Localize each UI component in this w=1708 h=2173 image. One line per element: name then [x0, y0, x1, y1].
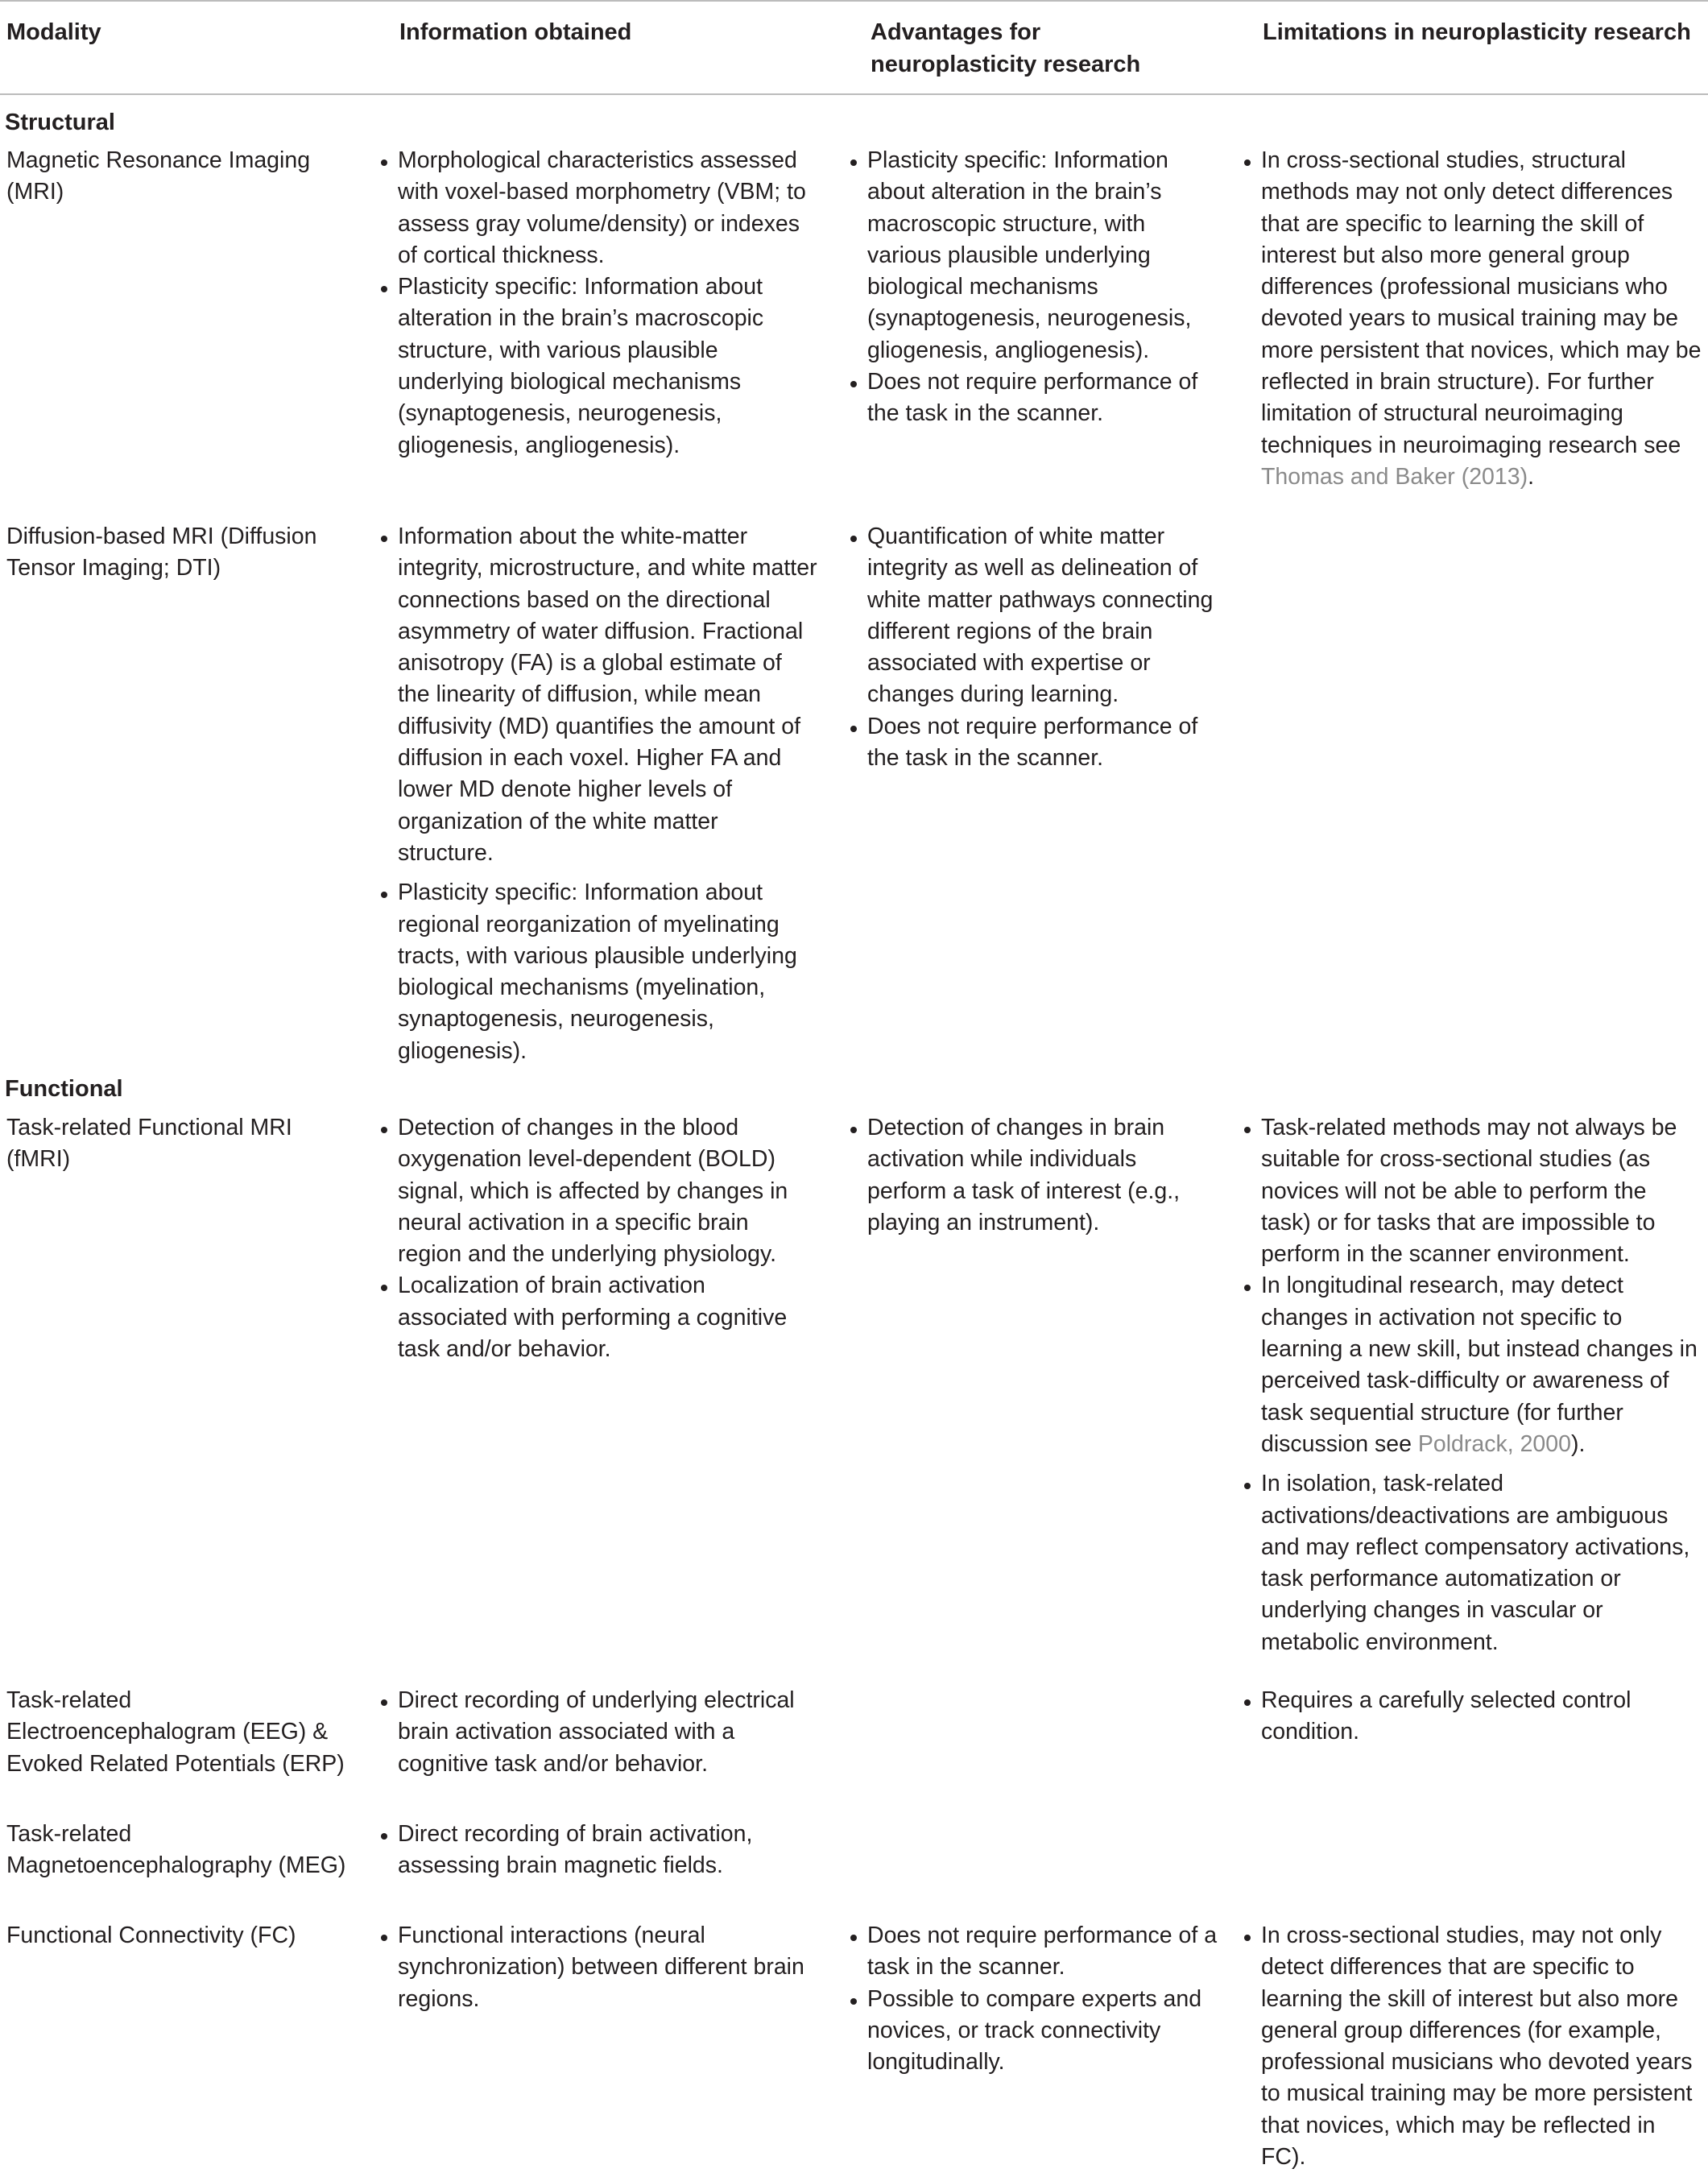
row-dti-modality: Diffusion-based MRI (Diffusion Tensor Imaging; DTI) — [6, 524, 317, 582]
list-item: In longitudinal research, may detect changes in activation not specific to learning a new skill, but instead changes in perceived task-difficulty or awareness of task sequential structure (for further discussion see Poldrack, 2000). — [1242, 1270, 1702, 1460]
bullet-icon — [1244, 1699, 1251, 1706]
list-item: Direct recording of brain activation, assessing brain magnetic fields. — [378, 1819, 817, 1882]
list-item: Quantification of white matter integrity as well as delineation of white matter pathways connecting different regions of the brain associated with expertise or changes during learning. — [848, 521, 1218, 711]
citation-link[interactable]: Poldrack, 2000 — [1417, 1430, 1571, 1457]
list-item: Plasticity specific: Information about alteration in the brain’s macroscopic structure, with various plausible underlying biological mechanisms (synaptogenesis, neurogenesis, gliogenesis, angliogenesis). — [848, 145, 1218, 366]
row-fc-modality: Functional Connectivity (FC) — [6, 1923, 296, 1948]
bullet-icon — [381, 536, 387, 542]
bullet-icon — [381, 892, 387, 898]
bullet-icon — [850, 1998, 857, 2005]
row-fmri-limitations — [1242, 1112, 1702, 1658]
header-modality: Modality — [6, 19, 101, 45]
bullet-icon — [381, 1285, 387, 1291]
section-functional: Functional — [5, 1076, 123, 1102]
list-item: Does not require performance of a task in the scanner. — [848, 1920, 1218, 1984]
bullet-icon — [381, 159, 387, 166]
list-item: In isolation, task-related activations/deactivations are ambiguous and may reflect compensatory activations, task performance automatization or underlying changes in vascular or metabolic environment. — [1242, 1468, 1702, 1658]
row-dti-information — [378, 521, 817, 1067]
bullet-icon — [381, 1699, 387, 1706]
list-item: Functional interactions (neural synchronization) between different brain regions. — [378, 1920, 817, 2015]
bullet-icon — [381, 1833, 387, 1840]
row-mri-limitations — [1242, 145, 1702, 493]
header-limitations: Limitations in neuroplasticity research — [1263, 19, 1691, 45]
list-item: In cross-sectional studies, structural methods may not only detect differences that are specific to learning the skill of interest but also more general group differences (professional musicians who devoted years to musical training may be more persistent that novices, which may be reflected in brain structure). For further limitation of structural neuroimaging techniques in neuroimaging research see Thomas and Baker (2013). — [1242, 145, 1702, 493]
list-item: Possible to compare experts and novices, or track connectivity longitudinally. — [848, 1984, 1218, 2079]
list-item: Morphological characteristics assessed with voxel-based morphometry (VBM; to assess gray volume/density) or indexes of cortical thickness. — [378, 145, 817, 271]
bullet-icon — [381, 1935, 387, 1941]
list-item: Does not require performance of the task in the scanner. — [848, 711, 1218, 775]
list-item: In cross-sectional studies, may not only detect differences that are specific to learning the skill of interest but also more general group differences (for example, professional musicians who devoted years to musical training may be more persistent that novices, which may be reflected in FC). — [1242, 1920, 1702, 2173]
table-top-rule — [0, 0, 1708, 2]
list-item: Plasticity specific: Information about alteration in the brain’s macroscopic structure, with various plausible underlying biological mechanisms (synaptogenesis, neurogenesis, gliogenesis, angliogenesis). — [378, 271, 817, 462]
citation-link[interactable]: Thomas and Baker (2013) — [1261, 463, 1528, 490]
row-eeg-modality: Task-related Electroencephalogram (EEG) & Evoked Related Potentials (ERP) — [6, 1687, 345, 1777]
bullet-icon — [1244, 1935, 1251, 1941]
row-fc-limitations — [1242, 1920, 1702, 2173]
bullet-icon — [850, 159, 857, 166]
row-meg-modality: Task-related Magnetoencephalography (MEG) — [6, 1821, 346, 1879]
bullet-icon — [850, 1127, 857, 1133]
section-structural: Structural — [5, 110, 115, 135]
list-item: Direct recording of underlying electrical brain activation associated with a cognitive task and/or behavior. — [378, 1685, 817, 1780]
list-item: Information about the white-matter integrity, microstructure, and white matter connections based on the directional asymmetry of water diffusion. Fractional anisotropy (FA) is a global estimate of the linearity of diffusion, while mean diffusivity (MD) quantifies the amount of diffusion in each voxel. Higher FA and lower MD denote higher levels of organization of the white matter structure. — [378, 521, 817, 869]
bullet-icon — [850, 381, 857, 387]
list-item: Detection of changes in the blood oxygenation level-dependent (BOLD) signal, which is affected by changes in neural activation in a specific brain region and the underlying physiology. — [378, 1112, 817, 1270]
header-advantages: Advantages for neuroplasticity research — [871, 19, 1141, 77]
header-information: Information obtained — [399, 19, 632, 45]
row-eeg-information — [378, 1685, 817, 1780]
row-mri-information — [378, 145, 817, 462]
list-item: Requires a carefully selected control condition. — [1242, 1685, 1702, 1749]
bullet-icon — [1244, 1483, 1251, 1489]
list-item: Localization of brain activation associated with performing a cognitive task and/or behavior. — [378, 1270, 817, 1365]
row-fmri-modality: Task-related Functional MRI (fMRI) — [6, 1115, 292, 1173]
bullet-icon — [850, 726, 857, 732]
list-item: Detection of changes in brain activation while individuals perform a task of interest (e.g., playing an instrument). — [848, 1112, 1218, 1239]
list-item: Plasticity specific: Information about regional reorganization of myelinating tracts, with various plausible underlying biological mechanisms (myelination, synaptogenesis, neurogenesis, gliogenesis). — [378, 877, 817, 1067]
row-fc-information — [378, 1920, 817, 2015]
bullet-icon — [381, 1127, 387, 1133]
bullet-icon — [381, 286, 387, 292]
row-fc-advantages — [848, 1920, 1218, 2078]
bullet-icon — [1244, 159, 1251, 166]
row-eeg-limitations — [1242, 1685, 1702, 1749]
row-dti-advantages — [848, 521, 1218, 774]
bullet-icon — [1244, 1127, 1251, 1133]
bullet-icon — [850, 1935, 857, 1941]
row-fmri-information — [378, 1112, 817, 1365]
header-bottom-rule — [0, 93, 1708, 95]
bullet-icon — [1244, 1285, 1251, 1291]
row-mri-advantages — [848, 145, 1218, 430]
list-item: Does not require performance of the task in the scanner. — [848, 366, 1218, 430]
row-meg-information — [378, 1819, 817, 1882]
row-fmri-advantages — [848, 1112, 1218, 1239]
bullet-icon — [850, 536, 857, 542]
list-item: Task-related methods may not always be suitable for cross-sectional studies (as novices will not be able to perform the task) or for tasks that are impossible to perform in the scanner environment. — [1242, 1112, 1702, 1270]
row-mri-modality: Magnetic Resonance Imaging (MRI) — [6, 147, 311, 205]
